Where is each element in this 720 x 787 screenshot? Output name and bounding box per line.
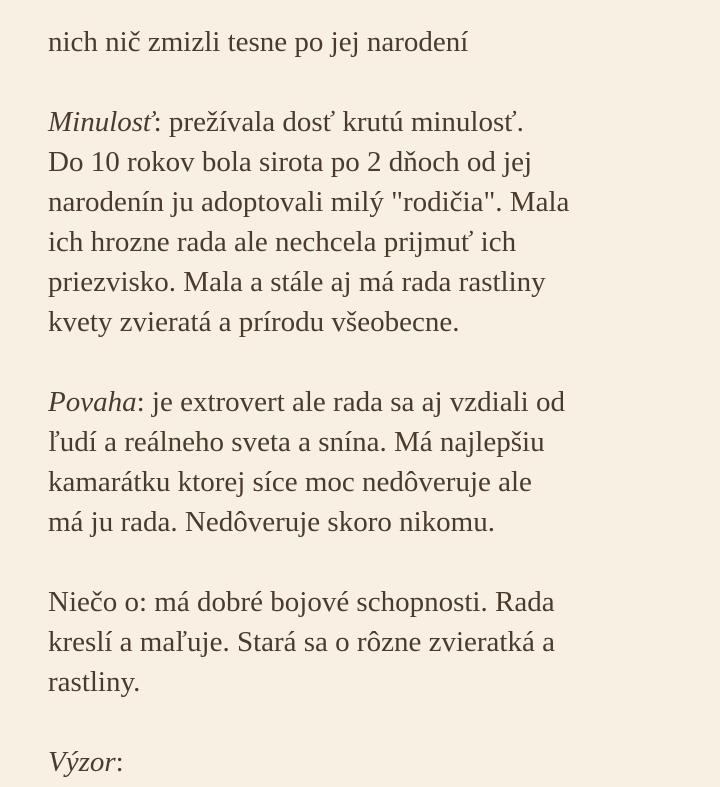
character-line-3: kamarátku ktorej síce moc nedôveruje ale: [48, 466, 532, 498]
intro-text: nich nič zmizli tesne po jej narodení: [48, 26, 469, 58]
past-line-1: [48, 102, 680, 142]
past-section: [48, 102, 680, 342]
past-line-2: Do 10 rokov bola sirota po 2 dňoch od jej: [48, 146, 533, 178]
character-line-1: [48, 382, 680, 422]
appearance-text-1: :: [115, 746, 124, 778]
paragraph-gap: [48, 542, 680, 582]
about-line-2: kreslí a maľuje. Stará sa o rôzne zvieratká a: [48, 626, 555, 658]
past-line-4: ich hrozne rada ale nechcela prijmuť ich: [48, 226, 517, 258]
about-section: [48, 582, 680, 702]
past-line-3: narodenín ju adoptovali milý "rodičia". Mala: [48, 186, 570, 218]
past-text-1: : prežívala dosť krutú minulosť.: [153, 106, 524, 138]
about-line-3: rastliny.: [48, 666, 141, 698]
past-line-5: priezvisko. Mala a stále aj má rada rastliny: [48, 266, 546, 298]
intro-line: [48, 22, 680, 62]
paragraph-gap: [48, 62, 680, 102]
character-text-1: : je extrovert ale rada sa aj vzdiali od: [136, 386, 565, 418]
appearance-section: [48, 742, 680, 782]
appearance-label: Výzor: [48, 746, 116, 778]
character-section: [48, 382, 680, 542]
character-line-2: ľudí a reálneho sveta a snína. Má najlepšiu: [48, 426, 545, 458]
character-line-4: má ju rada. Nedôveruje skoro nikomu.: [48, 506, 495, 538]
past-line-6: kvety zvieratá a prírodu všeobecne.: [48, 306, 460, 338]
past-label: Minulosť: [48, 106, 154, 138]
paragraph-gap: [48, 342, 680, 382]
character-label: Povaha: [48, 386, 137, 418]
about-line-1: Niečo o: má dobré bojové schopnosti. Rada: [48, 586, 555, 618]
paragraph-gap: [48, 702, 680, 742]
appearance-line-1: [48, 742, 680, 782]
